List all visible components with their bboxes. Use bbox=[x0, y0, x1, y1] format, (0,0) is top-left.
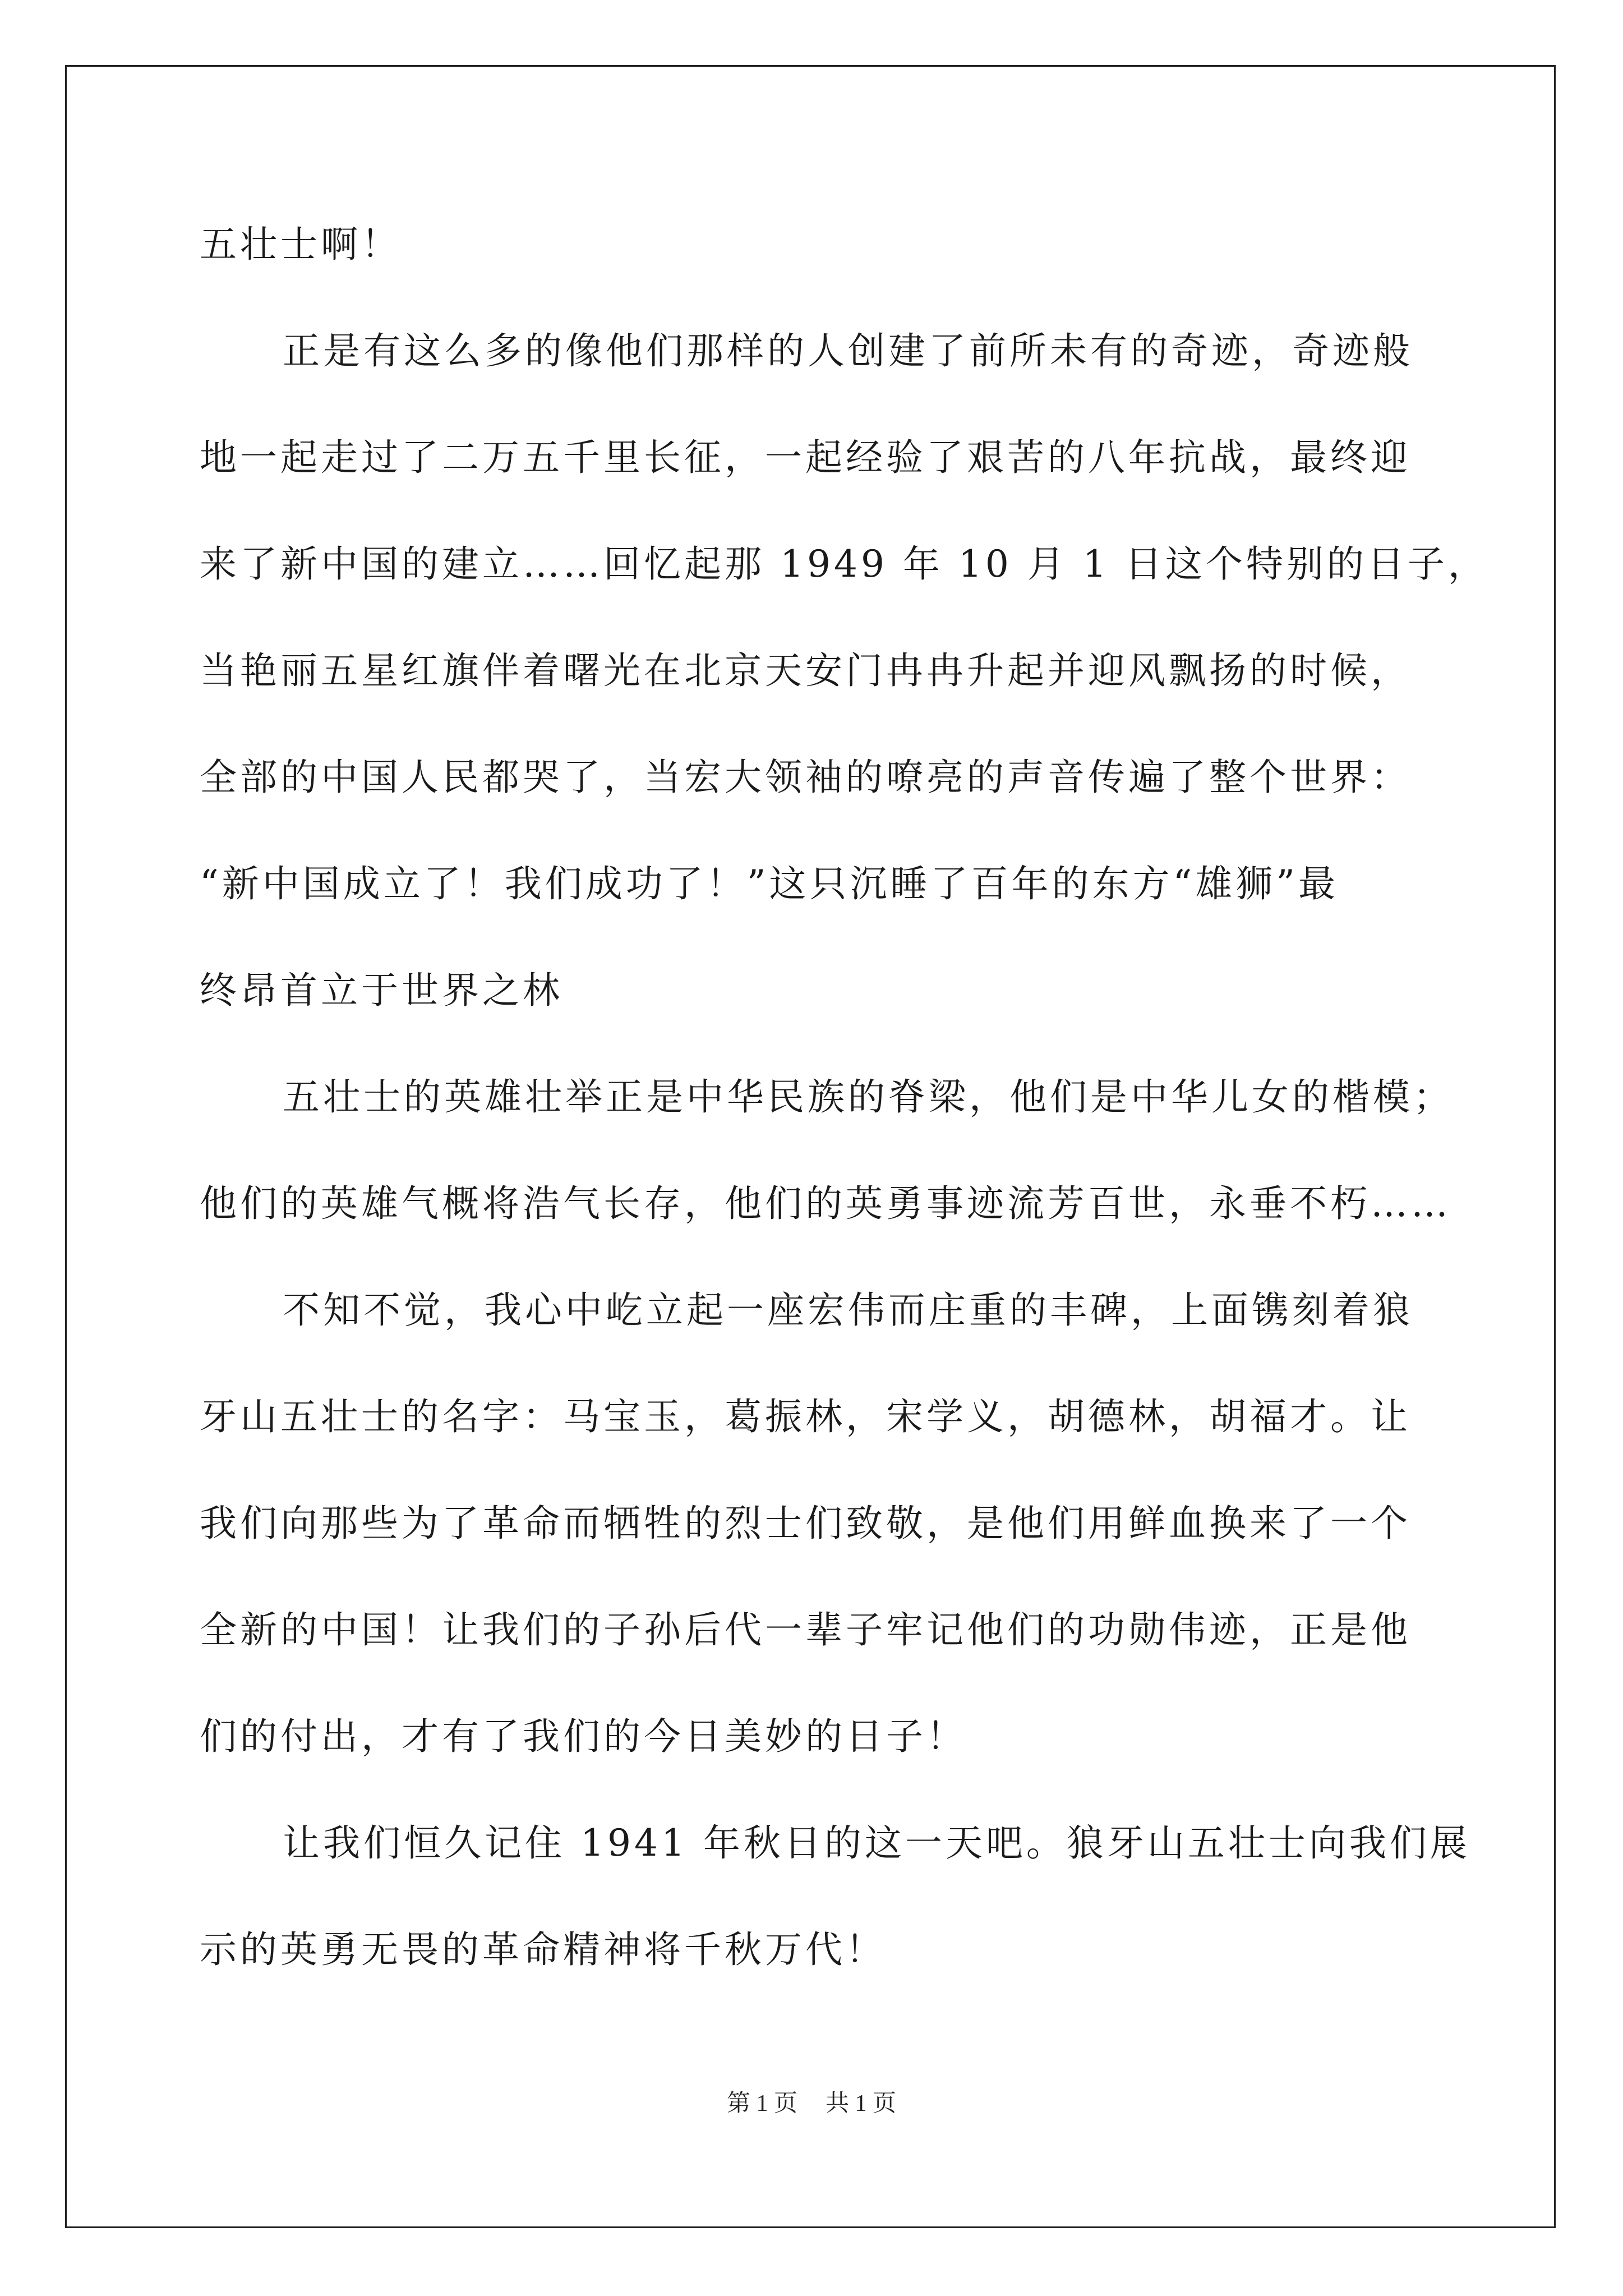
page-footer bbox=[0, 2087, 1623, 2120]
text-line: 全部的中国人民都哭了，当宏大领袖的嘹亮的声音传遍了整个世界： bbox=[200, 756, 1411, 799]
text-line: 来了新中国的建立……回忆起那 1949 年 10 月 1 日这个特别的日子， bbox=[200, 542, 1488, 586]
text-line: 示的英勇无畏的革命精神将千秋万代！ bbox=[200, 1928, 886, 1971]
text-line: 全新的中国！让我们的子孙后代一辈子牢记他们的功勋伟迹，正是他 bbox=[200, 1608, 1411, 1651]
text-line: 他们的英雄气概将浩气长存，他们的英勇事迹流芳百世，永垂不朽…… bbox=[200, 1182, 1451, 1225]
text-line: 们的付出，才有了我们的今日美妙的日子！ bbox=[200, 1715, 967, 1758]
page-total: 共 1 页 bbox=[826, 2091, 897, 2116]
paragraph-start-line: 让我们恒久记住 1941 年秋日的这一天吧。狼牙山五壮士向我们展 bbox=[283, 1821, 1470, 1865]
paragraph-start-line: 正是有这么多的像他们那样的人创建了前所未有的奇迹，奇迹般 bbox=[283, 329, 1413, 372]
text-line: 终昂首立于世界之林 bbox=[200, 969, 563, 1012]
paragraph-start-line: 不知不觉，我心中屹立起一座宏伟而庄重的丰碑，上面镌刻着狼 bbox=[283, 1289, 1413, 1332]
text-line: 当艳丽五星红旗伴着曙光在北京天安门冉冉升起并迎风飘扬的时候， bbox=[200, 649, 1411, 692]
text-line: “新中国成立了！我们成功了！”这只沉睡了百年的东方“雄狮”最 bbox=[200, 862, 1339, 905]
text-line: 地一起走过了二万五千里长征，一起经验了艰苦的八年抗战，最终迎 bbox=[200, 436, 1411, 479]
paragraph-start-line: 五壮士的英雄壮举正是中华民族的脊梁，他们是中华儿女的楷模； bbox=[283, 1075, 1454, 1119]
text-line: 五壮士啊！ bbox=[200, 223, 402, 266]
page-number: 第 1 页 bbox=[726, 2091, 797, 2116]
text-line: 牙山五壮士的名字：马宝玉，葛振林，宋学义，胡德林，胡福才。让 bbox=[200, 1395, 1411, 1438]
page-border bbox=[65, 65, 1556, 2228]
text-line: 我们向那些为了革命而牺牲的烈士们致敬，是他们用鲜血换来了一个 bbox=[200, 1502, 1411, 1545]
